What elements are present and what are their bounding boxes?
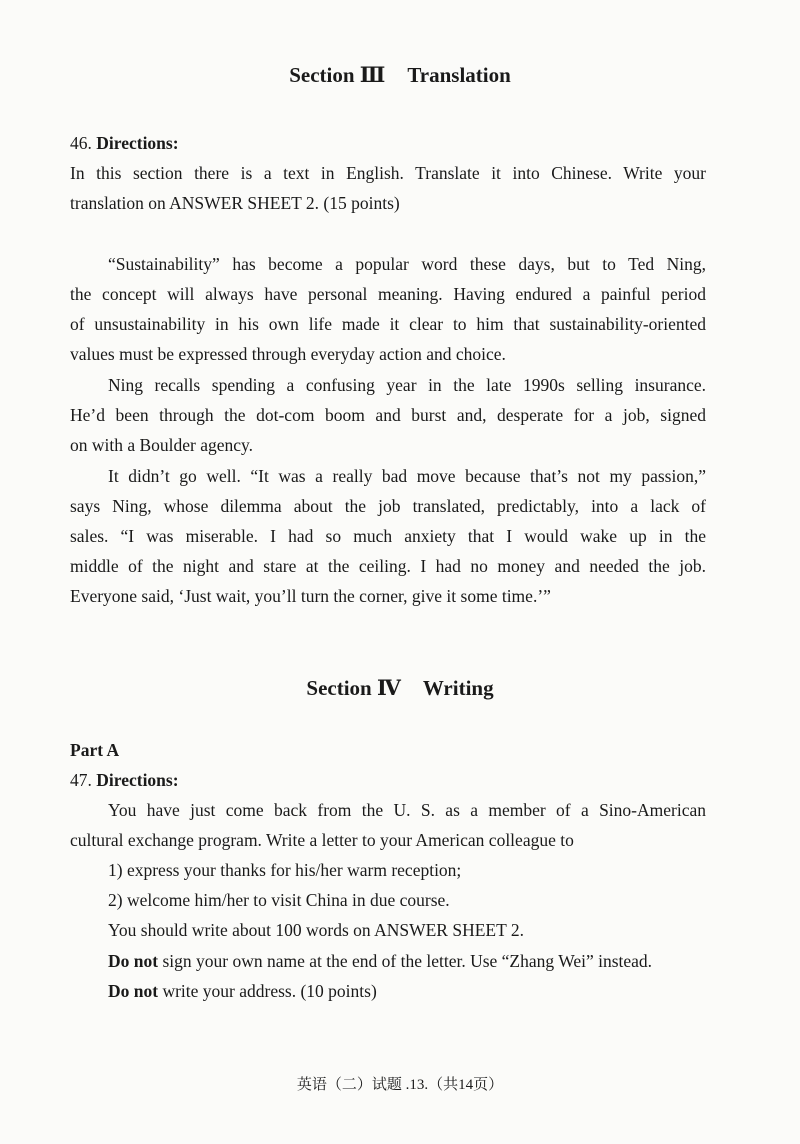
- section-4-label: Section Ⅳ: [306, 676, 401, 700]
- q47-number: 47.: [70, 770, 92, 790]
- passage-line: It didn’t go well. “It was a really bad move because that’s not my passion,”: [108, 466, 706, 486]
- q46-directions-label: Directions:: [96, 133, 179, 153]
- section-3-title: Translation: [407, 63, 511, 87]
- passage-line: He’d been through the dot-com boom and burst and, desperate for a job, signed: [70, 405, 706, 425]
- passage-line: the concept will always have personal meaning. Having endured a painful period: [70, 284, 706, 304]
- q46-directions-line: translation on ANSWER SHEET 2. (15 points): [70, 193, 400, 213]
- passage-line: values must be expressed through everyday action and choice.: [70, 344, 506, 364]
- passage-line: middle of the night and stare at the ceiling. I had no money and needed the job.: [70, 556, 706, 576]
- q47-line: You have just come back from the U. S. as a member of a Sino-American: [108, 800, 706, 820]
- q47-line: cultural exchange program. Write a letter to your American colleague to: [70, 830, 574, 850]
- q47-directions-label: Directions:: [96, 770, 179, 790]
- part-a-text: Part A: [70, 740, 120, 760]
- passage-line: on with a Boulder agency.: [70, 435, 254, 455]
- q46-directions-heading: [70, 128, 706, 158]
- q47-rule-address-bold: Do not: [108, 981, 159, 1001]
- passage-line: says Ning, whose dilemma about the job translated, predictably, into a lack of: [70, 496, 706, 516]
- section-3-heading: [0, 60, 800, 90]
- part-a-label: [70, 735, 706, 765]
- section-3-label: Section Ⅲ: [289, 63, 386, 87]
- passage-line: sales. “I was miserable. I had so much anxiety that I would wake up in the: [70, 526, 706, 546]
- section-4-heading: [0, 673, 800, 703]
- q47-rule-address: [108, 976, 706, 1006]
- passage-line: Ning recalls spending a confusing year in the late 1990s selling insurance.: [108, 375, 706, 395]
- page-footer: 英语（二）试题 .13.（共14页）: [296, 1077, 504, 1093]
- q47-rule-name-text: sign your own name at the end of the letter. Use “Zhang Wei” instead.: [162, 951, 653, 971]
- q47-directions-heading: [70, 765, 706, 795]
- q47-rule-name: [108, 946, 706, 976]
- q47-rule-name-bold: Do not: [108, 951, 159, 971]
- q47-task-item: 2) welcome him/her to visit China in due course.: [108, 890, 450, 910]
- q47-rule-address-text: write your address. (10 points): [162, 981, 377, 1001]
- passage-line: “Sustainability” has become a popular word these days, but to Ted Ning,: [108, 254, 706, 274]
- q47-task-item: 1) express your thanks for his/her warm reception;: [108, 860, 462, 880]
- q47-line: You should write about 100 words on ANSWER SHEET 2.: [108, 920, 524, 940]
- passage-line: Everyone said, ‘Just wait, you’ll turn the corner, give it some time.’”: [70, 586, 551, 606]
- q46-number: 46.: [70, 133, 92, 153]
- q46-directions-line: In this section there is a text in English. Translate it into Chinese. Write your: [70, 163, 706, 183]
- passage-line: of unsustainability in his own life made it clear to him that sustainability-oriented: [70, 314, 706, 334]
- section-4-title: Writing: [422, 676, 494, 700]
